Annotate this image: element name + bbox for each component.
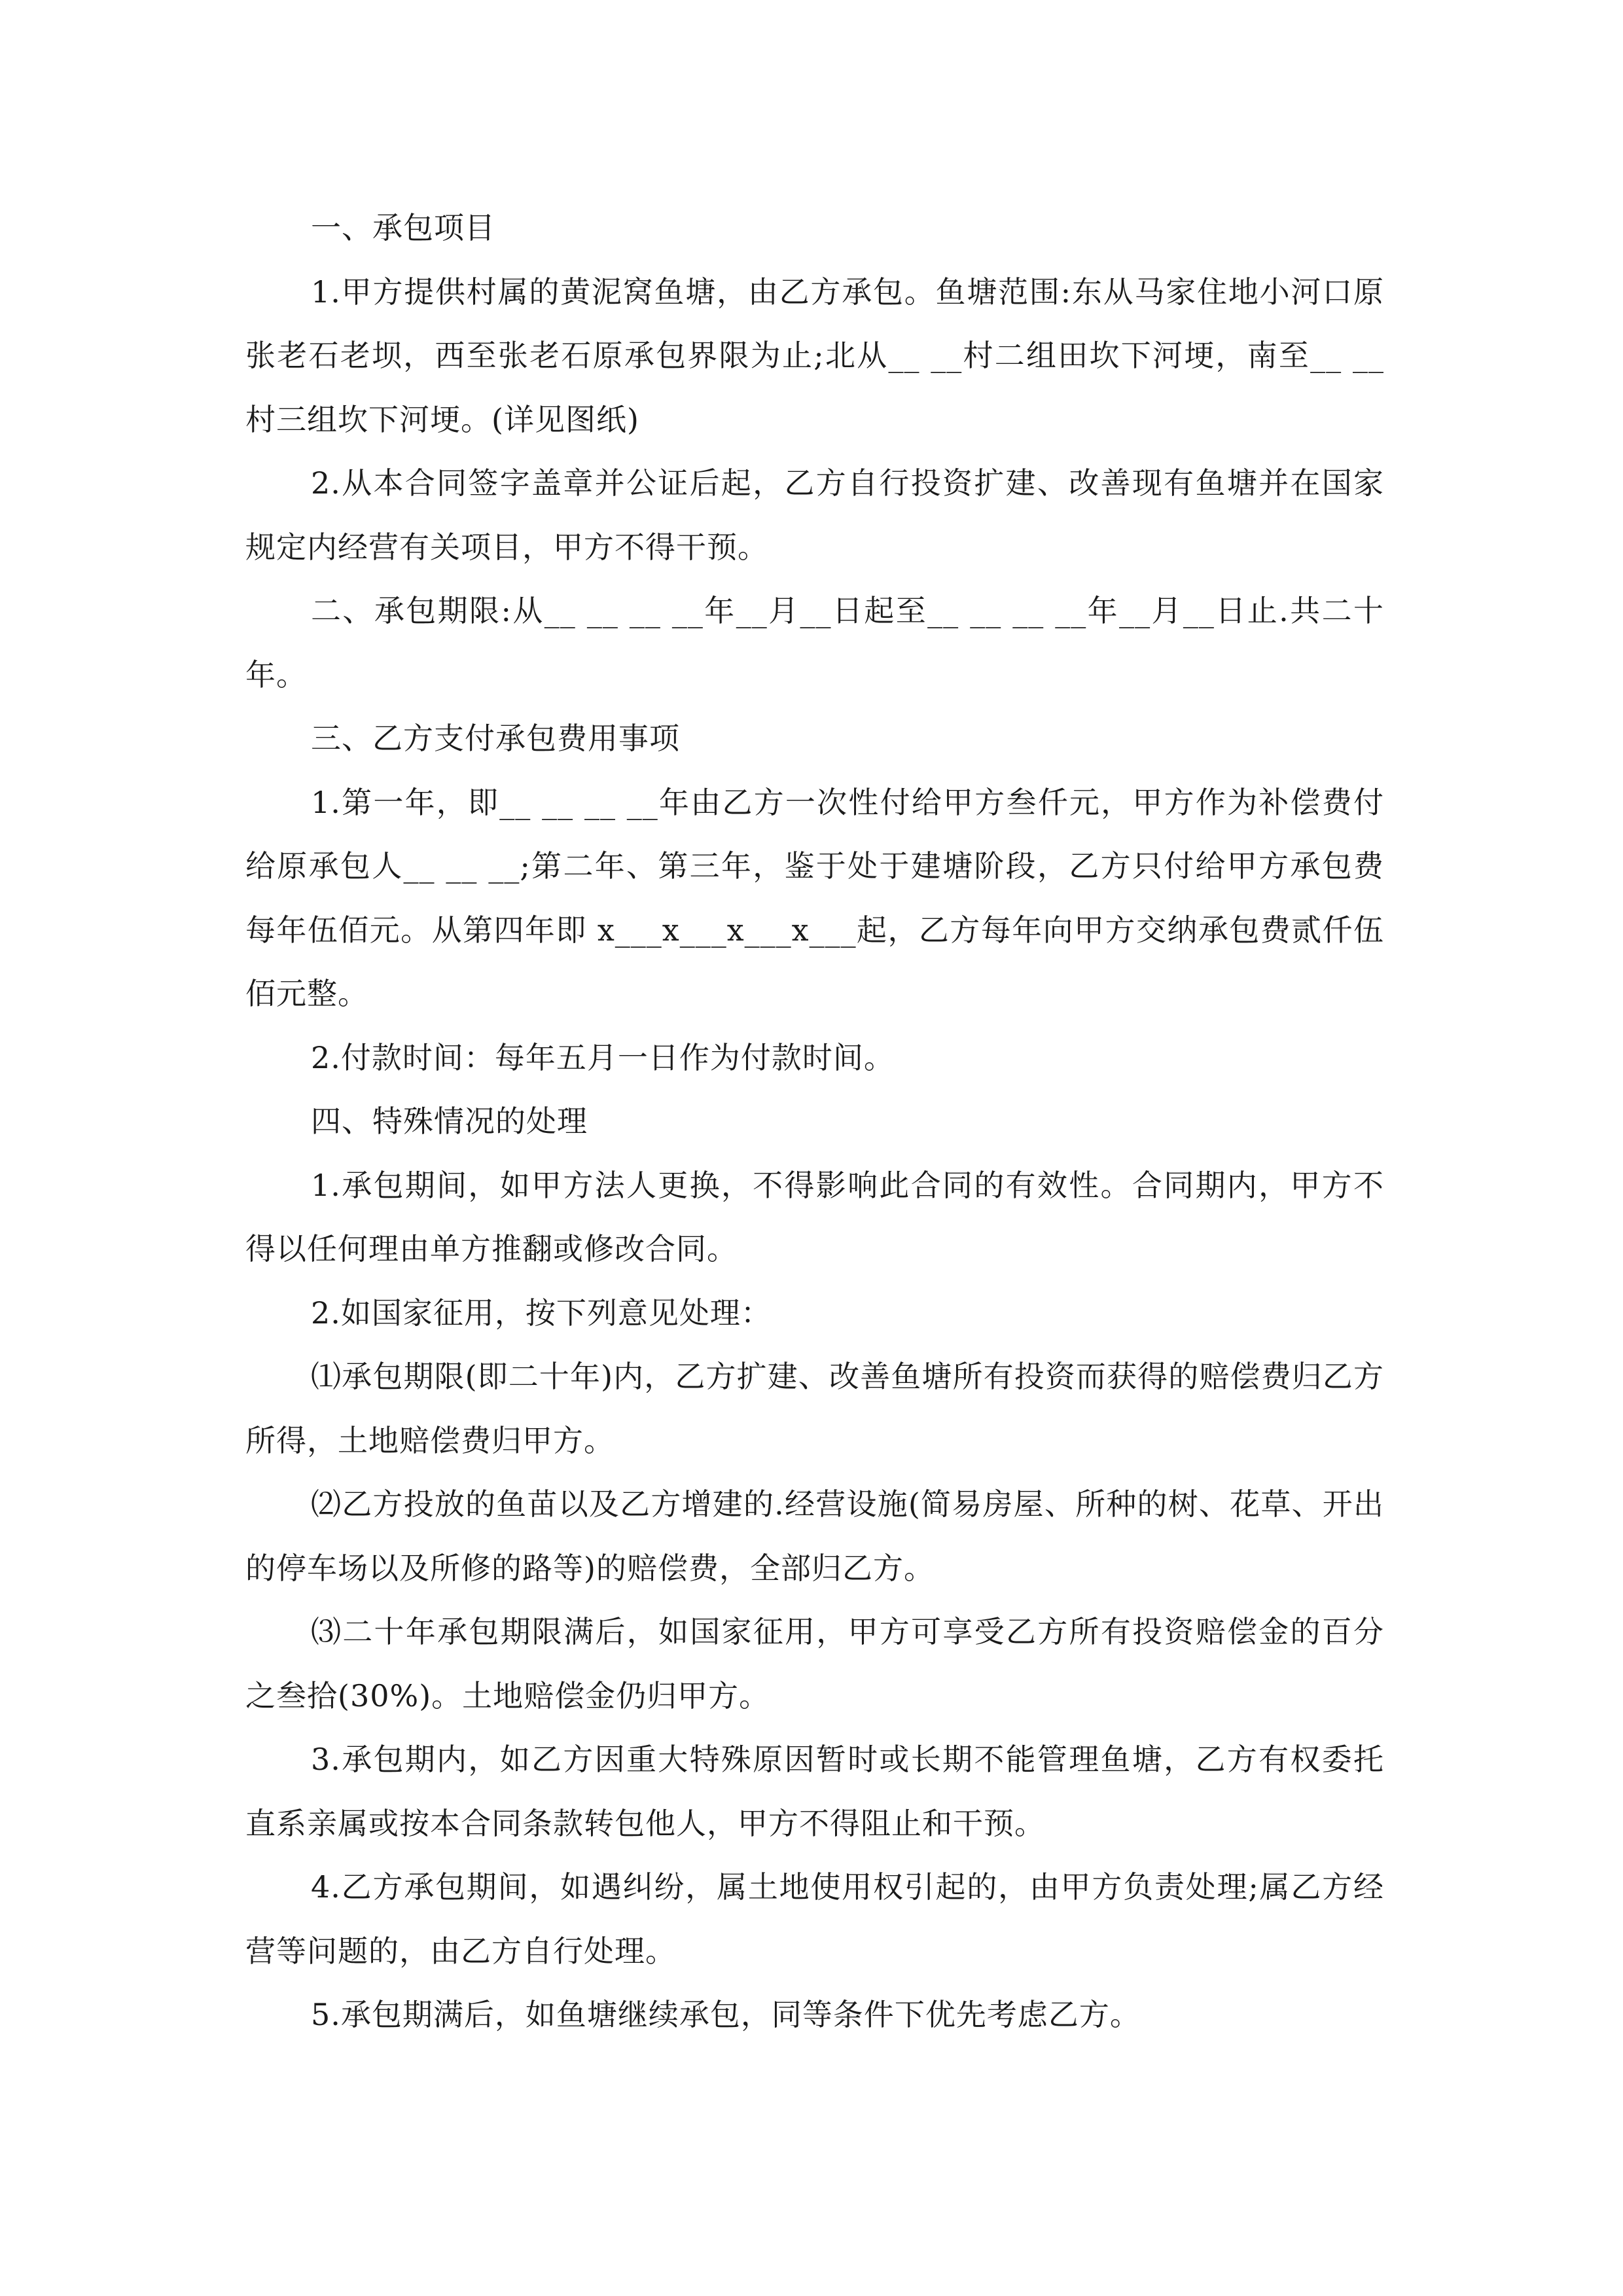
paragraph-requisition-item-1: ⑴承包期限(即二十年)内，乙方扩建、改善鱼塘所有投资而获得的赔偿费归乙方所得，土地赔偿费归甲方。: [245, 1359, 1384, 1458]
paragraph-disputes: 4.乙方承包期间，如遇纠纷，属土地使用权引起的，由甲方负责处理;属乙方经营等问题的，由乙方自行处理。: [245, 1869, 1384, 1969]
paragraph-pond-scope: 1.甲方提供村属的黄泥窝鱼塘，由乙方承包。鱼塘范围:东从马家住地小河口原张老石老坝，西至张老石原承包界限为止;北从__ __村二组田坎下河埂，南至__ __村三组坎下河埂。(详见图纸): [245, 274, 1384, 437]
paragraph-investment: 2.从本合同签字盖章并公证后起，乙方自行投资扩建、改善现有鱼塘并在国家规定内经营有关项目，甲方不得干预。: [245, 465, 1384, 565]
paragraph-requisition-item-3: ⑶二十年承包期限满后，如国家征用，甲方可享受乙方所有投资赔偿金的百分之叁拾(30%)。土地赔偿金仍归甲方。: [245, 1614, 1384, 1713]
paragraph-renewal-priority: 5.承包期满后，如鱼塘继续承包，同等条件下优先考虑乙方。: [311, 1997, 1141, 2032]
section-heading-special-cases: 四、特殊情况的处理: [311, 1103, 588, 1139]
paragraph-requisition-item-2: ⑵乙方投放的鱼苗以及乙方增建的.经营设施(简易房屋、所种的树、花草、开出的停车场以及所修的路等)的赔偿费，全部归乙方。: [245, 1486, 1384, 1586]
paragraph-subcontract: 3.承包期内，如乙方因重大特殊原因暂时或长期不能管理鱼塘，乙方有权委托直系亲属或按本合同条款转包他人，甲方不得阻止和干预。: [245, 1742, 1384, 1841]
contract-body: [245, 196, 1384, 2047]
section-heading-project: 一、承包项目: [311, 210, 495, 245]
section-heading-term: 二、承包期限:从__ __ __ __年__月__日起至__ __ __ __年__月__日止.共二十年。: [245, 593, 1384, 692]
section-heading-payment: 三、乙方支付承包费用事项: [311, 721, 680, 756]
paragraph-state-requisition: 2.如国家征用，按下列意见处理：: [311, 1295, 772, 1331]
paragraph-payment-time: 2.付款时间：每年五月一日作为付款时间。: [311, 1039, 895, 1075]
paragraph-legal-person-change: 1.承包期间，如甲方法人更换，不得影响此合同的有效性。合同期内，甲方不得以任何理由单方推翻或修改合同。: [245, 1167, 1384, 1266]
paragraph-payment-amounts: 1.第一年，即__ __ __ __年由乙方一次性付给甲方叁仟元，甲方作为补偿费付给原承包人__ __ __;第二年、第三年，鉴于处于建塘阶段，乙方只付给甲方承包费每年伍佰元。从第四年即 x___x___x___x___起，乙方每年向甲方交纳承包费贰仟伍佰元整。: [245, 784, 1384, 1011]
